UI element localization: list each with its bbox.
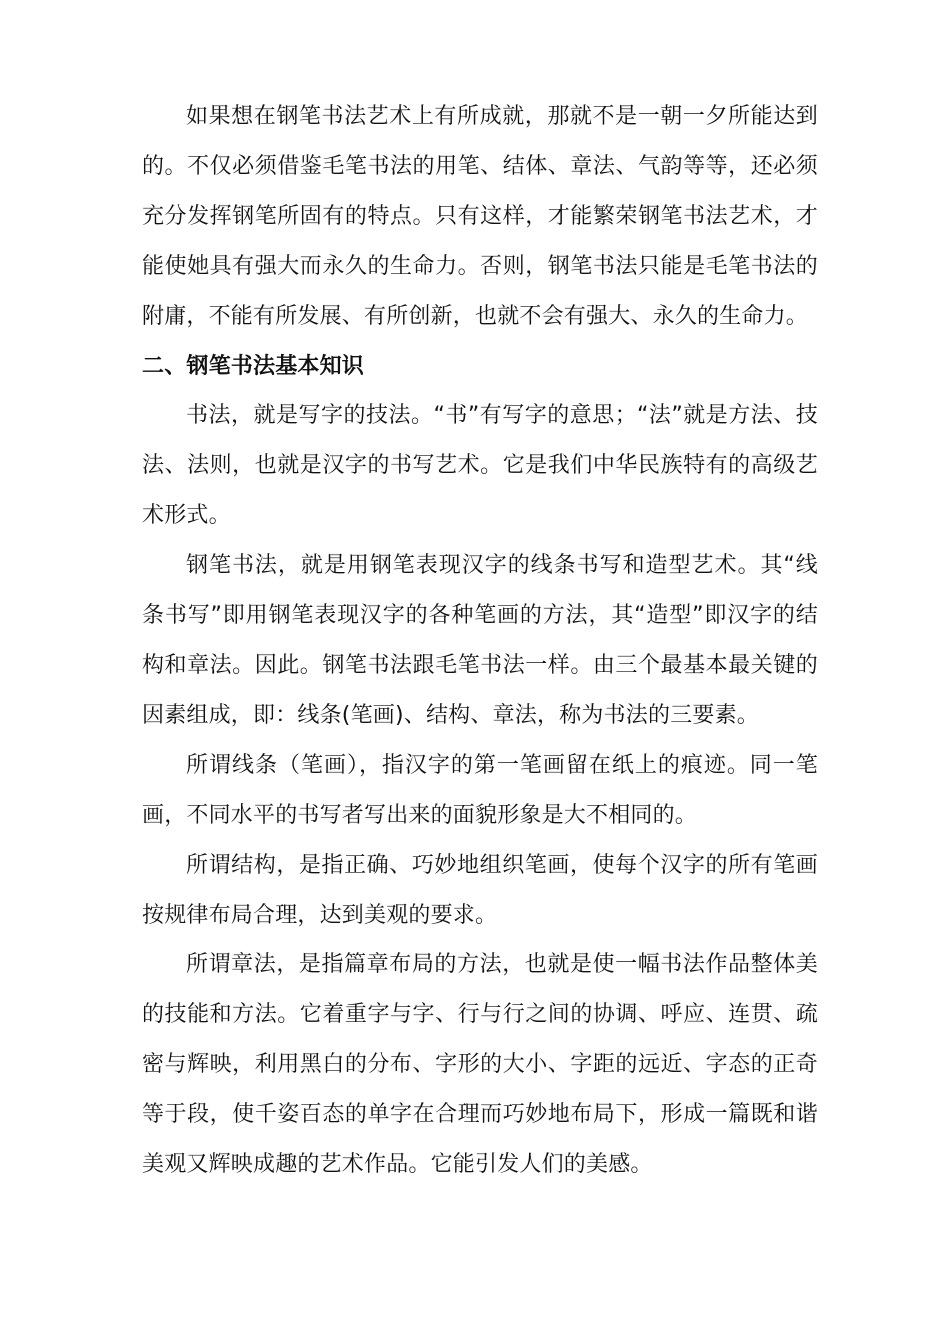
paragraph-6: 所谓章法，是指篇章布局的方法，也就是使一幅书法作品整体美的技能和方法。它着重字与字、行与行之间的协调、呼应、连贯、疏密与辉映，利用黑白的分布、字形的大小、字距的远近、字态的正奇等于段，使千姿百态的单字在合理而巧妙地布局下，形成一篇既和谐美观又辉映成趣的艺术作品。它能引发人们的美感。 — [142, 952, 818, 1178]
document-body — [142, 92, 818, 1190]
section-heading: 二、钢笔书法基本知识 — [142, 353, 365, 379]
paragraph-2: 书法，就是写字的技法。“书”有写字的意思；“法”就是方法、技法、法则，也就是汉字的书写艺术。它是我们中华民族特有的高级艺术形式。 — [142, 403, 818, 529]
paragraph-1: 如果想在钢笔书法艺术上有所成就，那就不是一朝一夕所能达到的。不仅必须借鉴毛笔书法的用笔、结体、章法、气韵等等，还必须充分发挥钢笔所固有的特点。只有这样，才能繁荣钢笔书法艺术，才能使她具有强大而永久的生命力。否则，钢笔书法只能是毛笔书法的附庸，不能有所发展、有所创新，也就不会有强大、永久的生命力。 — [142, 104, 818, 329]
paragraph-5: 所谓结构，是指正确、巧妙地组织笔画，使每个汉字的所有笔画按规律布局合理，达到美观的要求。 — [142, 852, 818, 928]
paragraph-3: 钢笔书法，就是用钢笔表现汉字的线条书写和造型艺术。其“线条书写”即用钢笔表现汉字的各种笔画的方法，其“造型”即汉字的结构和章法。因此。钢笔书法跟毛笔书法一样。由三个最基本最关键的因素组成，即：线条(笔画)、结构、章法，称为书法的三要素。 — [142, 553, 818, 728]
paragraph-4: 所谓线条（笔画），指汉字的第一笔画留在纸上的痕迹。同一笔画，不同水平的书写者写出来的面貌形象是大不相同的。 — [142, 752, 818, 828]
